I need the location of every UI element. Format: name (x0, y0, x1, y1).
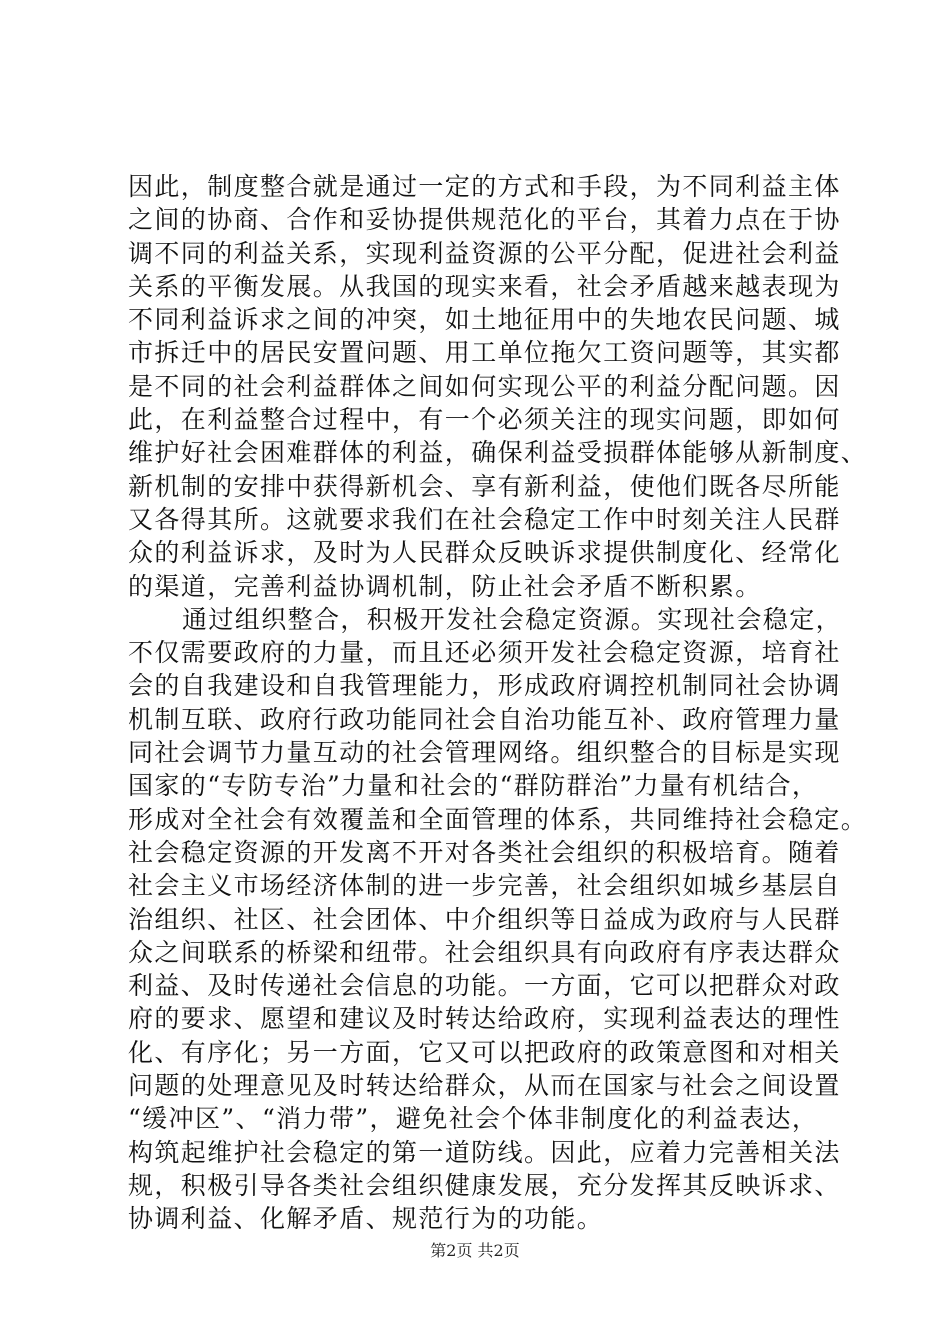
text-line: 新机制的安排中获得新机会、享有新利益，使他们既各尽所能 (128, 471, 841, 501)
text-line: 化、有序化；另一方面，它又可以把政府的政策意图和对相关 (128, 1037, 841, 1067)
paragraph-2 (128, 603, 868, 1236)
text-line: 社会主义市场经济体制的进一步完善，社会组织如城乡基层自 (128, 871, 841, 901)
text-line: 市拆迁中的居民安置问题、用工单位拖欠工资问题等，其实都 (128, 338, 841, 368)
page-footer (0, 1241, 950, 1261)
text-line: 国家的“专防专治”力量和社会的“群防群治”力量有机结合， (128, 771, 819, 801)
text-line: 之间的协商、合作和妥协提供规范化的平台，其着力点在于协 (128, 205, 841, 235)
text-line: 形成对全社会有效覆盖和全面管理的体系，共同维持社会稳定。 (128, 804, 868, 834)
text-line: 又各得其所。这就要求我们在社会稳定工作中时刻关注人民群 (128, 504, 841, 534)
text-line: 机制互联、政府行政功能同社会自治功能互补、政府管理力量 (128, 704, 841, 734)
text-line: 因此，制度整合就是通过一定的方式和手段，为不同利益主体 (128, 172, 841, 201)
text-line: 规，积极引导各类社会组织健康发展，充分发挥其反映诉求、 (128, 1170, 841, 1200)
text-line: 同社会调节力量互动的社会管理网络。组织整合的目标是实现 (128, 738, 841, 768)
text-line: 不同利益诉求之间的冲突，如土地征用中的失地农民问题、城 (128, 305, 841, 335)
text-line: “缓冲区”、“消力带”，避免社会个体非制度化的利益表达， (128, 1104, 819, 1134)
text-line: 的渠道，完善利益协调机制，防止社会矛盾不断积累。 (128, 571, 762, 601)
text-line: 会的自我建设和自我管理能力，形成政府调控机制同社会协调 (128, 671, 841, 701)
text-line: 众之间联系的桥梁和纽带。社会组织具有向政府有序表达群众 (128, 937, 841, 967)
text-line: 府的要求、愿望和建议及时转达给政府，实现利益表达的理性 (128, 1004, 841, 1034)
text-line: 利益、及时传递社会信息的功能。一方面，它可以把群众对政 (128, 971, 841, 1001)
document-body (128, 170, 868, 1236)
text-line: 问题的处理意见及时转达给群众，从而在国家与社会之间设置 (128, 1071, 841, 1101)
paragraph-1 (128, 170, 868, 603)
text-line: 众的利益诉求，及时为人民群众反映诉求提供制度化、经常化 (128, 538, 841, 568)
text-line: 治组织、社区、社会团体、中介组织等日益成为政府与人民群 (128, 904, 841, 934)
text-line: 关系的平衡发展。从我国的现实来看，社会矛盾越来越表现为 (128, 271, 841, 301)
text-line: 此，在利益整合过程中，有一个必须关注的现实问题，即如何 (128, 405, 841, 435)
text-line: 调不同的利益关系，实现利益资源的公平分配，促进社会利益 (128, 238, 841, 268)
text-line: 不仅需要政府的力量，而且还必须开发社会稳定资源，培育社 (128, 638, 841, 668)
text-line: 协调利益、化解矛盾、规范行为的功能。 (128, 1204, 604, 1234)
text-line: 社会稳定资源的开发离不开对各类社会组织的积极培育。随着 (128, 837, 841, 867)
page-number: 第2页 共2页 (430, 1241, 520, 1260)
text-line-indented: 通过组织整合，积极开发社会稳定资源。实现社会稳定， (182, 604, 843, 634)
text-line: 是不同的社会利益群体之间如何实现公平的利益分配问题。因 (128, 371, 841, 401)
text-line: 维护好社会困难群体的利益，确保利益受损群体能够从新制度、 (128, 438, 868, 468)
text-line: 构筑起维护社会稳定的第一道防线。因此，应着力完善相关法 (128, 1137, 841, 1167)
